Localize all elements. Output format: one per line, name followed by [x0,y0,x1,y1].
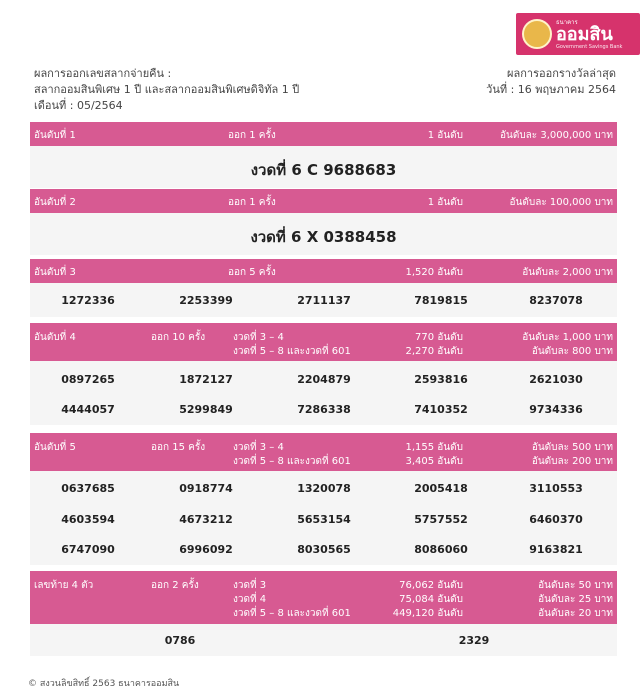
prize4-rank: อันดับที่ 4 [34,332,76,343]
prize2-count: 1 อันดับ [427,197,463,208]
prize4-amount: อันดับละ 800 บาท [531,346,613,357]
prize5-period: งวดที่ 3 – 4 [233,442,284,453]
prize5-number: 8086060 [414,543,468,556]
prize2-rank: อันดับที่ 2 [34,197,76,208]
prize5-number: 6460370 [529,513,583,526]
prize5-number: 4603594 [61,513,115,526]
prize4-number: 7410352 [414,403,468,416]
header-right [486,66,616,98]
prize3-number: 7819815 [414,294,468,307]
prize5-amount: อันดับละ 500 บาท [531,442,613,453]
last4-number: 0786 [164,634,196,647]
last4-rank: เลขท้าย 4 ตัว [34,580,94,591]
prize5-number: 3110553 [529,482,583,495]
last4-amount: อันดับละ 50 บาท [538,580,613,591]
prize4-number: 4444057 [61,403,115,416]
header-month: เดือนที่ : 05/2564 [34,99,123,112]
prize4-number: 2621030 [529,373,583,386]
prize2-bar [30,189,617,213]
prize3-rank: อันดับที่ 3 [34,267,76,278]
prize2-draws: ออก 1 ครั้ง [228,197,276,208]
last4-amount: อันดับละ 20 บาท [538,608,613,619]
last4-period: งวดที่ 4 [233,594,267,605]
last4-count: 76,062 อันดับ [399,580,463,591]
prize5-row [30,471,617,565]
prize4-count: 2,270 อันดับ [405,346,463,357]
prize5-number: 6747090 [61,543,115,556]
prize1-count: 1 อันดับ [427,130,463,141]
prize1-draws: ออก 1 ครั้ง [228,130,276,141]
last4-bar [30,571,617,624]
last4-row [30,624,617,656]
prize3-count: 1,520 อันดับ [405,267,463,278]
prize2-amount: อันดับละ 100,000 บาท [509,197,613,208]
prize5-number: 6996092 [179,543,233,556]
prize4-number: 2204879 [297,373,351,386]
prize3-bar [30,259,617,283]
prize5-number: 2005418 [414,482,468,495]
prize2-row [30,213,617,255]
prize3-number: 8237078 [529,294,583,307]
last4-period: งวดที่ 3 [233,580,267,591]
prize5-period: งวดที่ 5 – 8 และงวดที่ 601 [233,456,351,467]
last4-amount: อันดับละ 25 บาท [538,594,613,605]
prize5-number: 5653154 [297,513,351,526]
prize3-amount: อันดับละ 2,000 บาท [522,267,613,278]
prize5-draws: ออก 15 ครั้ง [151,442,206,453]
last4-count: 75,084 อันดับ [399,594,463,605]
prize4-number: 0897265 [61,373,115,386]
prize5-rank: อันดับที่ 5 [34,442,76,453]
prize4-number: 7286338 [297,403,351,416]
bank-emblem-icon [522,19,552,49]
gsb-logo [516,13,640,55]
prize4-number: 9734336 [529,403,583,416]
copyright: © สงวนลิขสิทธิ์ 2563 ธนาคารออมสิน [28,679,180,689]
prize5-number: 0637685 [61,482,115,495]
logo-top: ธนาคาร [556,18,578,26]
prize4-number: 1872127 [179,373,233,386]
prize1-rank: อันดับที่ 1 [34,130,76,141]
prize5-bar [30,433,617,471]
prize5-number: 1320078 [297,482,351,495]
prize4-bar [30,323,617,361]
prize3-row [30,283,617,317]
prize4-period: งวดที่ 5 – 8 และงวดที่ 601 [233,346,351,357]
prize5-count: 1,155 อันดับ [405,442,463,453]
last4-period: งวดที่ 5 – 8 และงวดที่ 601 [233,608,351,619]
last4-draws: ออก 2 ครั้ง [151,580,199,591]
last4-count: 449,120 อันดับ [392,608,463,619]
header-product: สลากออมสินพิเศษ 1 ปี และสลากออมสินพิเศษดิจิทัล 1 ปี [34,83,300,96]
prize5-count: 3,405 อันดับ [405,456,463,467]
prize4-number: 5299849 [179,403,233,416]
prize4-period: งวดที่ 3 – 4 [233,332,284,343]
header-latest: ผลการออกรางวัลล่าสุด [507,67,616,80]
prize5-number: 5757552 [414,513,468,526]
prize2-number: งวดที่ 6 X 0388458 [250,228,397,246]
prize4-count: 770 อันดับ [415,332,463,343]
logo-name: ออมสิน [556,23,613,45]
prize3-number: 1272336 [61,294,115,307]
prize4-amount: อันดับละ 1,000 บาท [522,332,613,343]
prize5-number: 4673212 [179,513,233,526]
prize5-number: 9163821 [529,543,583,556]
prize1-amount: อันดับละ 3,000,000 บาท [500,130,613,141]
last4-number: 2329 [458,634,490,647]
prize1-bar [30,122,617,146]
logo-sub: Government Savings Bank [556,43,623,50]
prize3-draws: ออก 5 ครั้ง [228,267,276,278]
prize4-row [30,361,617,425]
header-left [34,66,299,114]
prize5-number: 8030565 [297,543,351,556]
prize3-number: 2253399 [179,294,233,307]
prize1-number: งวดที่ 6 C 9688683 [250,161,397,179]
header-title: ผลการออกเลขสลากจ่ายคืน : [34,67,172,80]
prize3-number: 2711137 [297,294,351,307]
prize5-number: 0918774 [179,482,233,495]
prize5-amount: อันดับละ 200 บาท [531,456,613,467]
prize1-row [30,146,617,188]
prize4-number: 2593816 [414,373,468,386]
header-date: วันที่ : 16 พฤษภาคม 2564 [486,83,616,96]
prize4-draws: ออก 10 ครั้ง [151,332,206,343]
